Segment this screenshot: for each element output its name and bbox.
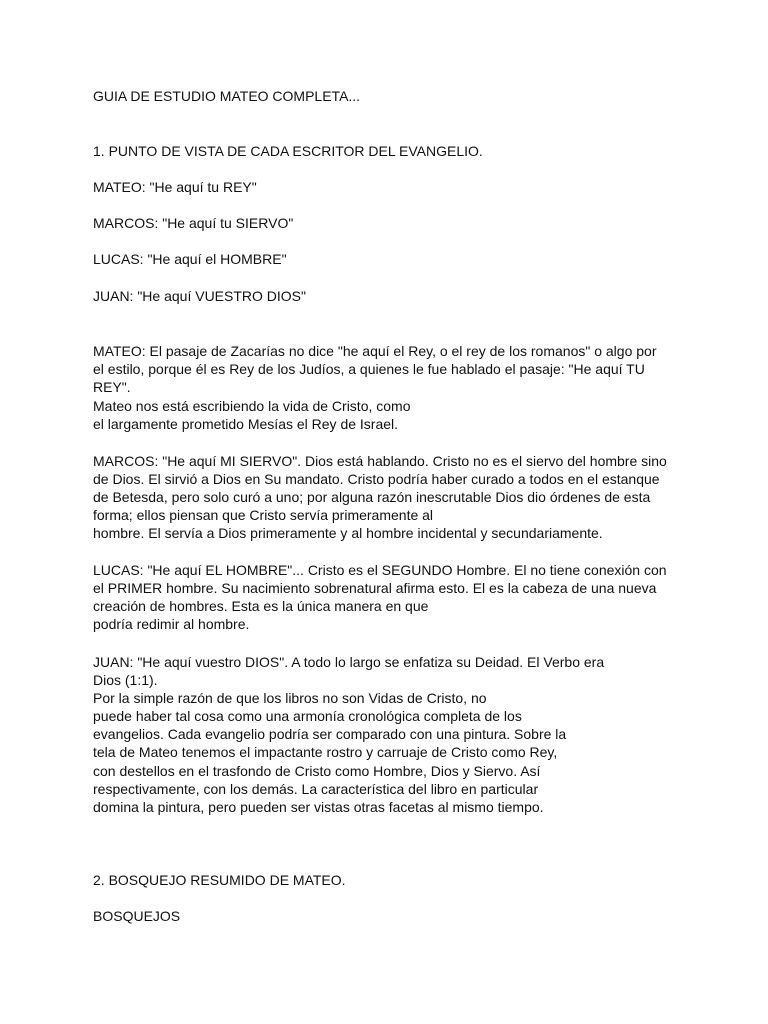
paragraph-line: de Betesda, pero solo curó a uno; por alguna razón inescrutable Dios dio órdenes de esta bbox=[93, 489, 651, 505]
paragraph-line: forma; ellos piensan que Cristo servía primeramente al bbox=[93, 507, 434, 523]
paragraph-line: evangelios. Cada evangelio podría ser comparado con una pintura. Sobre la bbox=[93, 726, 567, 742]
bosquejos-label: BOSQUEJOS bbox=[93, 908, 181, 924]
paragraph-line: Por la simple razón de que los libros no son Vidas de Cristo, no bbox=[93, 690, 487, 706]
juan-line: JUAN: "He aquí VUESTRO DIOS" bbox=[93, 288, 306, 304]
section-2-heading: 2. BOSQUEJO RESUMIDO DE MATEO. bbox=[93, 872, 346, 888]
paragraph-line: puede haber tal cosa como una armonía cronológica completa de los bbox=[93, 708, 522, 724]
paragraph-line: tela de Mateo tenemos el impactante rostro y carruaje de Cristo como Rey, bbox=[93, 744, 558, 760]
paragraph-line: hombre. El servía a Dios primeramente y al hombre incidental y secundariamente. bbox=[93, 525, 603, 541]
lucas-line: LUCAS: "He aquí el HOMBRE" bbox=[93, 251, 287, 267]
paragraph-line: podría redimir al hombre. bbox=[93, 616, 250, 632]
paragraph-line: MATEO: El pasaje de Zacarías no dice "he aquí el Rey, o el rey de los romanos" o algo por bbox=[93, 343, 657, 359]
paragraph-line: de Dios. El sirvió a Dios en Su mandato. Cristo podría haber curado a todos en el estanque bbox=[93, 471, 660, 487]
section-1-heading: 1. PUNTO DE VISTA DE CADA ESCRITOR DEL EVANGELIO. bbox=[93, 143, 483, 159]
paragraph-line: con destellos en el trasfondo de Cristo como Hombre, Dios y Siervo. Así bbox=[93, 763, 541, 779]
paragraph-line: Dios (1:1). bbox=[93, 672, 158, 688]
paragraph-line: el PRIMER hombre. Su nacimiento sobrenatural afirma esto. El es la cabeza de una nueva bbox=[93, 580, 657, 596]
paragraph-line: el largamente prometido Mesías el Rey de Israel. bbox=[93, 416, 399, 432]
paragraph-line: REY". bbox=[93, 379, 131, 395]
paragraph-line: respectivamente, con los demás. La característica del libro en particular bbox=[93, 781, 539, 797]
paragraph-line: MARCOS: "He aquí MI SIERVO". Dios está hablando. Cristo no es el siervo del hombre sino bbox=[93, 453, 667, 469]
mateo-line: MATEO: "He aquí tu REY" bbox=[93, 179, 257, 195]
paragraph-line: el estilo, porque él es Rey de los Judíos, a quienes le fue hablado el pasaje: "He aquí TU bbox=[93, 361, 645, 377]
paragraph-line: creación de hombres. Esta es la única manera en que bbox=[93, 598, 429, 614]
paragraph-line: Mateo nos está escribiendo la vida de Cristo, como bbox=[93, 398, 411, 414]
paragraph-line: LUCAS: "He aquí EL HOMBRE"... Cristo es el SEGUNDO Hombre. El no tiene conexión con bbox=[93, 562, 667, 578]
paragraph-line: domina la pintura, pero pueden ser vistas otras facetas al mismo tiempo. bbox=[93, 799, 544, 815]
marcos-line: MARCOS: "He aquí tu SIERVO" bbox=[93, 215, 294, 231]
paragraph-line: JUAN: "He aquí vuestro DIOS". A todo lo largo se enfatiza su Deidad. El Verbo era bbox=[93, 654, 605, 670]
document-title: GUIA DE ESTUDIO MATEO COMPLETA... bbox=[93, 88, 361, 104]
